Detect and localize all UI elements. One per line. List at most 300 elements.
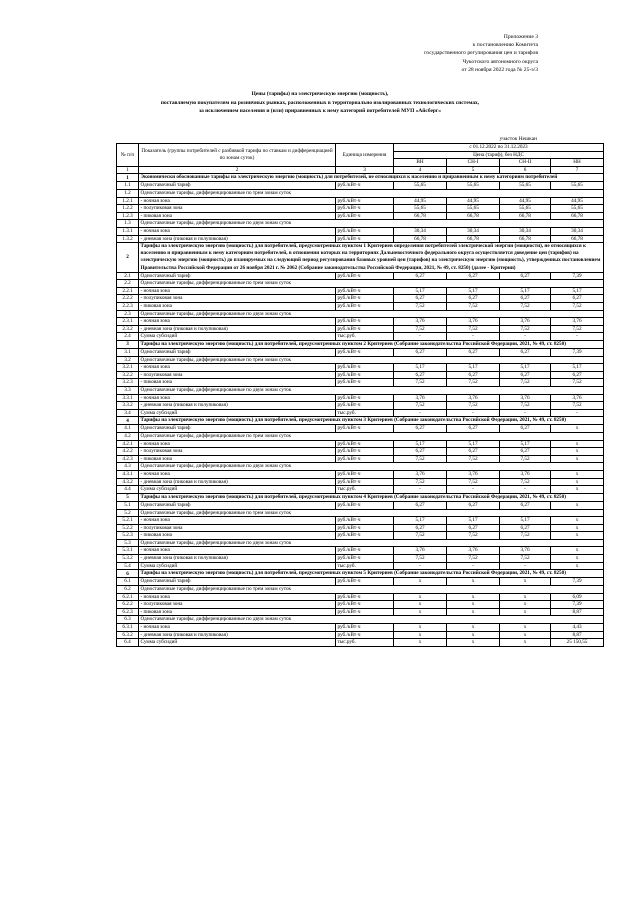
table-row <box>117 448 604 456</box>
row-number: 3 <box>117 340 139 348</box>
row-number: 4.3 <box>117 463 139 471</box>
row-unit: руб./кВт·ч <box>336 197 394 205</box>
tariff-value: 55,65 <box>551 182 604 190</box>
tariff-value: 5,17 <box>500 517 551 525</box>
table-row <box>117 455 604 463</box>
tariff-value: 7,52 <box>447 402 500 410</box>
table-row <box>117 228 604 236</box>
table-row <box>117 440 604 448</box>
tariff-value: 7,52 <box>500 379 551 387</box>
row-name: - ночная зона <box>139 228 336 236</box>
table-row <box>117 562 604 570</box>
table-row <box>117 302 604 310</box>
row-unit: руб./кВт·ч <box>336 593 394 601</box>
row-number: 3.2.1 <box>117 364 139 372</box>
tariff-value: 7,52 <box>500 402 551 410</box>
row-name: - дневная зона (пиковая и полупиковая) <box>139 631 336 639</box>
row-number: 5.1 <box>117 501 139 509</box>
tariff-value: 44,95 <box>551 197 604 205</box>
tariff-value: 6,27 <box>394 371 447 379</box>
row-name: Одноставочный тариф <box>139 578 336 586</box>
row-name: - ночная зона <box>139 394 336 402</box>
row-unit: руб./кВт·ч <box>336 547 394 555</box>
tariff-value: x <box>551 532 604 540</box>
table-row <box>117 272 604 280</box>
tariff-value: 55,65 <box>447 182 500 190</box>
row-unit: тыс.руб. <box>336 333 394 341</box>
row-name: Одноставочные тарифы, дифференцированные по трем зонам суток <box>139 280 604 288</box>
tariff-value: - <box>394 409 447 417</box>
table-row <box>117 409 604 417</box>
tariff-value: 7,52 <box>551 302 604 310</box>
row-unit: руб./кВт·ч <box>336 349 394 357</box>
row-name: - ночная зона <box>139 593 336 601</box>
row-unit: руб./кВт·ч <box>336 631 394 639</box>
row-unit: руб./кВт·ч <box>336 501 394 509</box>
tariff-value: x <box>447 631 500 639</box>
tariff-value: x <box>447 639 500 647</box>
tariff-value: 55,65 <box>447 205 500 213</box>
row-unit: руб./кВт·ч <box>336 578 394 586</box>
row-number: 1.2 <box>117 190 139 198</box>
tariff-value: - <box>500 333 551 341</box>
tariff-value: 3,76 <box>447 394 500 402</box>
tariff-value: 7,52 <box>500 302 551 310</box>
section-title: Тарифы на электрическую энергию (мощность) для потребителей, предусмотренных пунктом 2 Критериев (Собрание законодательства Российской Федерации, 2021, № 49, ст. 8250) <box>139 340 604 348</box>
tariff-value: - <box>500 409 551 417</box>
row-unit: руб./кВт·ч <box>336 608 394 616</box>
tariff-value: 7,52 <box>500 325 551 333</box>
tariff-value: 6,27 <box>447 448 500 456</box>
tariff-value: x <box>500 623 551 631</box>
section-title: Тарифы на электрическую энергию (мощность) для потребителей, предусмотренных пунктом 4 Критериев (Собрание законодательства Российской Федерации, 2021, № 49, ст. 8250) <box>139 493 604 501</box>
title-line: за исключением населения и (или) приравненных к нему категорий потребителей МУП «Айсберг» <box>198 108 442 115</box>
appendix-line: к постановлению Комитета <box>472 42 538 49</box>
subheading-row <box>117 310 604 318</box>
tariff-value: 6,27 <box>394 272 447 280</box>
row-name: - полупиковая зона <box>139 601 336 609</box>
row-number: 4 <box>117 417 139 425</box>
tariff-value: x <box>500 608 551 616</box>
row-unit: руб./кВт·ч <box>336 402 394 410</box>
table-row <box>117 486 604 494</box>
tariff-value: x <box>500 593 551 601</box>
row-number: 3.3 <box>117 387 139 395</box>
row-number: 1.2.1 <box>117 197 139 205</box>
row-unit: руб./кВт·ч <box>336 524 394 532</box>
tariff-value: 7,52 <box>551 379 604 387</box>
row-name: - ночная зона <box>139 517 336 525</box>
row-name: - ночная зона <box>139 440 336 448</box>
row-unit: руб./кВт·ч <box>336 228 394 236</box>
table-row <box>117 349 604 357</box>
subheading-row <box>117 463 604 471</box>
row-number: 3.3.2 <box>117 402 139 410</box>
row-unit: руб./кВт·ч <box>336 182 394 190</box>
tariff-value: 7,52 <box>447 302 500 310</box>
row-unit: руб./кВт·ч <box>336 455 394 463</box>
tariff-value: 66,78 <box>394 235 447 243</box>
row-name: Одноставочные тарифы, дифференцированные по двум зонам суток <box>139 463 604 471</box>
table-row <box>117 182 604 190</box>
tariff-value: 3,76 <box>447 471 500 479</box>
row-name: Одноставочные тарифы, дифференцированные по трем зонам суток <box>139 356 604 364</box>
tariff-value: x <box>551 501 604 509</box>
row-unit: руб./кВт·ч <box>336 295 394 303</box>
tariff-value: 6,09 <box>551 593 604 601</box>
document-title <box>95 90 545 116</box>
row-unit: руб./кВт·ч <box>336 235 394 243</box>
row-name: - дневная зона (пиковая и полупиковая) <box>139 235 336 243</box>
row-number: 2.2.1 <box>117 287 139 295</box>
table-row <box>117 364 604 372</box>
header-period: с 01.12.2022 по 31.12.2023 <box>394 144 604 152</box>
row-name: - пиковая зона <box>139 302 336 310</box>
tariff-value: 5,17 <box>447 287 500 295</box>
row-number: 2.2 <box>117 280 139 288</box>
section-row <box>117 570 604 578</box>
header-price: Цена (тариф), без НДС <box>394 151 604 159</box>
section-row <box>117 243 604 272</box>
tariff-value: 8,87 <box>551 608 604 616</box>
row-number: 4.2.3 <box>117 455 139 463</box>
row-name: Одноставочный тариф <box>139 272 336 280</box>
tariff-value: x <box>394 623 447 631</box>
tariff-value: 6,27 <box>500 272 551 280</box>
tariff-value: 55,65 <box>500 205 551 213</box>
row-number: 6.2.1 <box>117 593 139 601</box>
table-row <box>117 425 604 433</box>
tariff-value: 30,34 <box>551 228 604 236</box>
row-name: - пиковая зона <box>139 532 336 540</box>
row-number: 4.4 <box>117 486 139 494</box>
tariff-value: x <box>394 578 447 586</box>
title-line: поставляемую покупателям на розничных рынках, расположенных в территориально изолированных технологических системах, <box>160 99 480 106</box>
tariff-value: 7,52 <box>500 532 551 540</box>
tariff-value: x <box>551 448 604 456</box>
row-name: - ночная зона <box>139 623 336 631</box>
tariff-value: 66,78 <box>447 212 500 220</box>
row-number: 5.3.1 <box>117 547 139 555</box>
row-unit: руб./кВт·ч <box>336 318 394 326</box>
row-name: - ночная зона <box>139 364 336 372</box>
row-number: 3.2.2 <box>117 371 139 379</box>
row-number: 2.4 <box>117 333 139 341</box>
tariff-value: 3,76 <box>500 394 551 402</box>
row-number: 4.2.2 <box>117 448 139 456</box>
tariff-value: 66,78 <box>394 212 447 220</box>
tariff-value: x <box>447 601 500 609</box>
tariff-value: 7,52 <box>394 325 447 333</box>
tariff-value: 6,27 <box>500 524 551 532</box>
row-name: - полупиковая зона <box>139 205 336 213</box>
tariff-value: 3,76 <box>551 318 604 326</box>
tariff-value: 55,65 <box>394 205 447 213</box>
tariff-value: 66,78 <box>500 212 551 220</box>
tariff-value: 5,17 <box>394 440 447 448</box>
row-number: 2.2.3 <box>117 302 139 310</box>
section-title: Тарифы на электрическую энергию (мощность) для потребителей, предусмотренных пунктом 1 Критериев определения потребителей электрической энергии (мощности), не относящихся к населению и приравненным к нему категориям потребителей, в отношении которых на территориях Дальневосточного федерального округа осуществляется доведение цен (тарифов) на электрическую энергию (мощность) до планируемых на следующий период регулирования базовых уровней цен (тарифов) на электрическую энергию (мощность), утвержденных постановлением Правительства Российской Федерации от 26 ноября 2021 г. № 2062 (Собрание законодательства Российской Федерации, 2021, № 49, ст. 8250) (далее - Критерии) <box>139 243 604 272</box>
table-row <box>117 478 604 486</box>
tariff-value: 6,27 <box>500 295 551 303</box>
row-unit: тыс.руб. <box>336 562 394 570</box>
row-name: Одноставочные тарифы, дифференцированные по двум зонам суток <box>139 310 604 318</box>
row-name: Сумма субсидий <box>139 639 336 647</box>
row-number: 2.3.1 <box>117 318 139 326</box>
row-name: Одноставочный тариф <box>139 349 336 357</box>
tariff-value: 5,17 <box>500 364 551 372</box>
tariff-value: - <box>500 486 551 494</box>
table-row <box>117 555 604 563</box>
tariff-value: x <box>551 425 604 433</box>
table-row <box>117 394 604 402</box>
row-name: Одноставочный тариф <box>139 501 336 509</box>
header-param: Показатель (группы потребителей с разбивкой тарифа по ставкам и дифференциацией по зонам суток) <box>139 144 336 167</box>
header-unit: Единица измерения <box>336 144 394 167</box>
tariff-value: 3,76 <box>394 318 447 326</box>
appendix-line: от 28 ноября 2022 года № 25-э/3 <box>461 66 538 73</box>
row-name: Одноставочные тарифы, дифференцированные по трем зонам суток <box>139 585 604 593</box>
tariff-value: 7,52 <box>394 532 447 540</box>
row-name: - дневная зона (пиковая и полупиковая) <box>139 325 336 333</box>
row-name: - пиковая зона <box>139 608 336 616</box>
appendix-line: государственного регулирования цен и тарифов <box>424 50 538 57</box>
tariff-value: x <box>447 623 500 631</box>
subheading-row <box>117 509 604 517</box>
row-unit: руб./кВт·ч <box>336 478 394 486</box>
subheading-row <box>117 220 604 228</box>
table-row <box>117 212 604 220</box>
row-name: Одноставочные тарифы, дифференцированные по трем зонам суток <box>139 190 604 198</box>
tariff-value: 44,95 <box>394 197 447 205</box>
tariff-value: 3,76 <box>500 471 551 479</box>
tariff-value: 55,65 <box>394 182 447 190</box>
tariff-value: x <box>551 517 604 525</box>
tariff-table <box>116 143 604 647</box>
row-number: 5.3.2 <box>117 555 139 563</box>
table-row <box>117 578 604 586</box>
row-name: Одноставочные тарифы, дифференцированные по трем зонам суток <box>139 433 604 441</box>
row-number: 4.3.1 <box>117 471 139 479</box>
row-name: - ночная зона <box>139 471 336 479</box>
table-row <box>117 471 604 479</box>
table-row <box>117 295 604 303</box>
tariff-value: 7,39 <box>551 272 604 280</box>
row-unit: руб./кВт·ч <box>336 371 394 379</box>
row-unit: руб./кВт·ч <box>336 517 394 525</box>
row-unit: руб./кВт·ч <box>336 601 394 609</box>
tariff-value: 7,52 <box>394 478 447 486</box>
tariff-value: 7,52 <box>394 555 447 563</box>
row-number: 6.3.2 <box>117 631 139 639</box>
tariff-value: 7,52 <box>500 478 551 486</box>
tariff-value: - <box>500 562 551 570</box>
subheading-row <box>117 539 604 547</box>
table-row <box>117 623 604 631</box>
tariff-value: x <box>551 547 604 555</box>
row-number: 1 <box>117 174 139 182</box>
tariff-value: 6,27 <box>447 272 500 280</box>
tariff-value: 3,76 <box>551 394 604 402</box>
row-unit: тыс.руб. <box>336 486 394 494</box>
tariff-value: x <box>551 486 604 494</box>
tariff-value: 5,17 <box>447 364 500 372</box>
tariff-value: 6,27 <box>500 349 551 357</box>
row-number: 6.4 <box>117 639 139 647</box>
tariff-value: - <box>394 562 447 570</box>
table-row <box>117 524 604 532</box>
tariff-value: x <box>551 478 604 486</box>
tariff-value: 5,17 <box>551 287 604 295</box>
row-number: 3.1 <box>117 349 139 357</box>
tariff-value: - <box>551 333 604 341</box>
tariff-value: 66,78 <box>447 235 500 243</box>
row-unit: руб./кВт·ч <box>336 471 394 479</box>
row-unit: руб./кВт·ч <box>336 425 394 433</box>
row-unit: руб./кВт·ч <box>336 532 394 540</box>
tariff-value: x <box>500 578 551 586</box>
row-number: 2.2.2 <box>117 295 139 303</box>
tariff-value: 6,27 <box>447 524 500 532</box>
table-row <box>117 517 604 525</box>
row-name: Одноставочный тариф <box>139 425 336 433</box>
tariff-value: 5,17 <box>500 287 551 295</box>
table-row <box>117 333 604 341</box>
column-number: 4 <box>394 166 447 174</box>
row-name: Одноставочный тариф <box>139 182 336 190</box>
tariff-value: 7,52 <box>447 325 500 333</box>
table-row <box>117 235 604 243</box>
tariff-value: x <box>500 601 551 609</box>
subheading-row <box>117 190 604 198</box>
tariff-value: 7,52 <box>500 555 551 563</box>
tariff-value: - <box>394 486 447 494</box>
row-unit: руб./кВт·ч <box>336 212 394 220</box>
row-number: 4.3.2 <box>117 478 139 486</box>
row-name: - дневная зона (пиковая и полупиковая) <box>139 555 336 563</box>
row-name: - ночная зона <box>139 547 336 555</box>
tariff-value: 4,43 <box>551 623 604 631</box>
column-number: 2 <box>139 166 336 174</box>
tariff-value: 55,65 <box>500 182 551 190</box>
row-unit: руб./кВт·ч <box>336 205 394 213</box>
subheading-row <box>117 280 604 288</box>
tariff-value: x <box>447 608 500 616</box>
tariff-value: 6,27 <box>551 371 604 379</box>
tariff-value: 6,27 <box>551 295 604 303</box>
tariff-value: 5,17 <box>394 364 447 372</box>
tariff-value: 6,27 <box>500 501 551 509</box>
tariff-value: 5,17 <box>394 287 447 295</box>
tariff-value: 3,76 <box>500 318 551 326</box>
row-number: 1.3.2 <box>117 235 139 243</box>
row-number: 1.2.3 <box>117 212 139 220</box>
row-number: 6.2 <box>117 585 139 593</box>
tariff-value: 7,52 <box>447 379 500 387</box>
table-row <box>117 532 604 540</box>
table-row <box>117 379 604 387</box>
tariff-value: 3,76 <box>500 547 551 555</box>
tariff-value: 6,27 <box>394 425 447 433</box>
table-row <box>117 318 604 326</box>
tariff-value: 3,76 <box>394 547 447 555</box>
row-name: - ночная зона <box>139 287 336 295</box>
row-number: 1.1 <box>117 182 139 190</box>
tariff-value: 6,27 <box>500 448 551 456</box>
tariff-value: 44,95 <box>447 197 500 205</box>
row-number: 4.2 <box>117 433 139 441</box>
tariff-value: 7,52 <box>447 455 500 463</box>
row-name: - пиковая зона <box>139 455 336 463</box>
row-name: - пиковая зона <box>139 379 336 387</box>
row-name: - пиковая зона <box>139 212 336 220</box>
row-unit: руб./кВт·ч <box>336 448 394 456</box>
tariff-value: 6,27 <box>447 425 500 433</box>
tariff-value: 5,17 <box>500 440 551 448</box>
section-title: Тарифы на электрическую энергию (мощность) для потребителей, предусмотренных пунктом 5 Критериев (Собрание законодательства Российской Федерации, 2021, № 49, ст. 8250) <box>139 570 604 578</box>
row-name: Сумма субсидий <box>139 486 336 494</box>
row-number: 5.2 <box>117 509 139 517</box>
tariff-value: 7,52 <box>394 455 447 463</box>
site-name: участок Нешкан <box>499 136 537 142</box>
column-number: 5 <box>447 166 500 174</box>
tariff-value: x <box>447 593 500 601</box>
tariff-value: x <box>500 639 551 647</box>
tariff-value: 3,76 <box>447 318 500 326</box>
row-name: - полупиковая зона <box>139 371 336 379</box>
row-unit: руб./кВт·ч <box>336 394 394 402</box>
row-name: - дневная зона (пиковая и полупиковая) <box>139 478 336 486</box>
tariff-value: 5,17 <box>447 517 500 525</box>
row-number: 6.2.3 <box>117 608 139 616</box>
column-number: 1 <box>117 166 139 174</box>
tariff-value: 30,34 <box>447 228 500 236</box>
tariff-value: x <box>551 524 604 532</box>
row-name: - полупиковая зона <box>139 295 336 303</box>
tariff-value: x <box>500 631 551 639</box>
tariff-value: 55,65 <box>551 205 604 213</box>
row-unit: руб./кВт·ч <box>336 287 394 295</box>
tariff-value: 66,78 <box>551 235 604 243</box>
row-unit: тыс.руб. <box>336 409 394 417</box>
table-row <box>117 608 604 616</box>
table-row <box>117 601 604 609</box>
tariff-value: x <box>551 455 604 463</box>
row-name: - дневная зона (пиковая и полупиковая) <box>139 402 336 410</box>
table-row <box>117 631 604 639</box>
column-number: 6 <box>500 166 551 174</box>
header-level: СН-I <box>447 159 500 167</box>
tariff-value: 7,52 <box>551 325 604 333</box>
row-number: 3.4 <box>117 409 139 417</box>
row-unit: руб./кВт·ч <box>336 379 394 387</box>
subheading-row <box>117 616 604 624</box>
tariff-value: 6,27 <box>394 501 447 509</box>
table-row <box>117 371 604 379</box>
tariff-value: 66,78 <box>500 235 551 243</box>
tariff-value: 3,76 <box>394 471 447 479</box>
tariff-value: 6,27 <box>447 295 500 303</box>
section-title: Экономически обоснованные тарифы на электрическую энергию (мощность) для потребителей, не относящихся к населению и приравненным к нему категориям потребителей <box>139 174 604 182</box>
tariff-value: 7,52 <box>447 478 500 486</box>
section-title: Тарифы на электрическую энергию (мощность) для потребителей, предусмотренных пунктом 3 Критериев (Собрание законодательства Российской Федерации, 2021, № 49, ст. 8250) <box>139 417 604 425</box>
row-name: Сумма субсидий <box>139 562 336 570</box>
tariff-value: 7,52 <box>447 532 500 540</box>
row-number: 2.3 <box>117 310 139 318</box>
tariff-value: 5,17 <box>447 440 500 448</box>
section-row <box>117 340 604 348</box>
tariff-value: 7,52 <box>447 555 500 563</box>
